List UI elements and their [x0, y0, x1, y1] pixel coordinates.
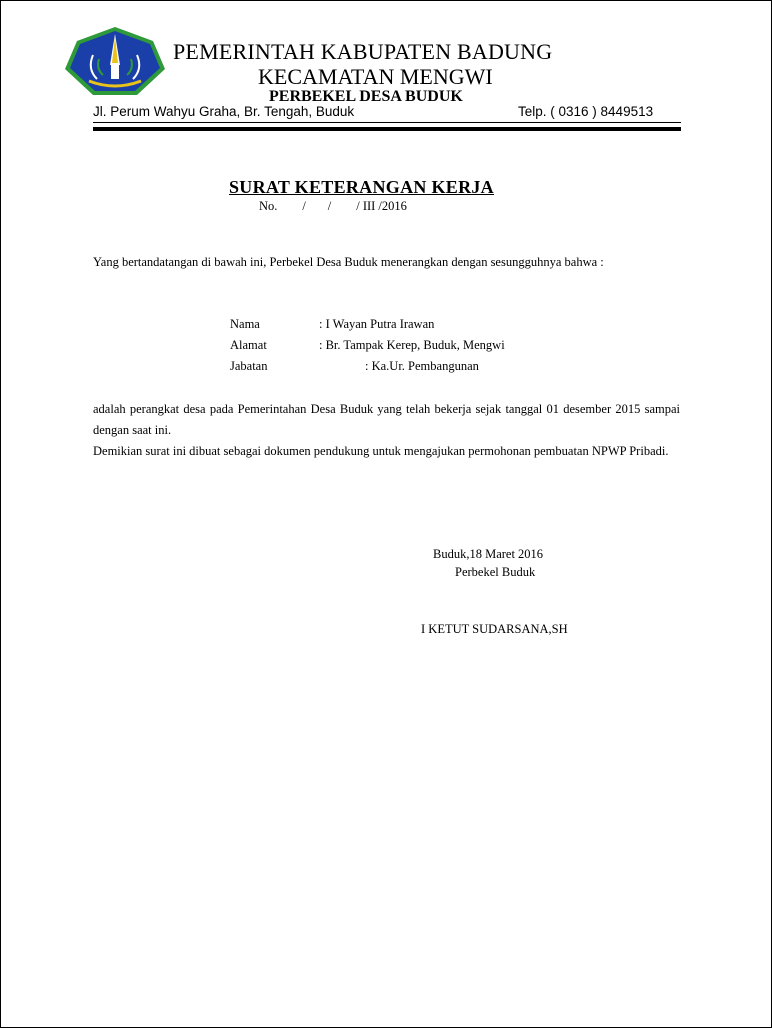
field-label-jabatan: Jabatan: [230, 359, 268, 373]
field-value-alamat: : Br. Tampak Kerep, Buduk, Mengwi: [319, 338, 505, 352]
letterhead-village-office: PERBEKEL DESA BUDUK: [269, 88, 463, 105]
letterhead-divider-thin: [93, 122, 681, 123]
body-paragraph-employment: adalah perangkat desa pada Pemerintahan Desa Buduk yang telah bekerja sejak tanggal 01 desember 2015 sampai dengan saat ini.: [93, 402, 680, 437]
field-label-alamat: Alamat: [230, 338, 267, 352]
letterhead-district: KECAMATAN MENGWI: [258, 64, 493, 89]
signature-name: I KETUT SUDARSANA,SH: [421, 622, 568, 636]
letter-title: SURAT KETERANGAN KERJA: [229, 177, 494, 197]
signature-place-date: Buduk,18 Maret 2016: [433, 547, 544, 561]
field-value-jabatan: : Ka.Ur. Pembangunan: [365, 359, 479, 373]
letterhead-address: Jl. Perum Wahyu Graha, Br. Tengah, Buduk: [93, 104, 355, 119]
badung-regency-emblem-icon: [63, 25, 167, 97]
field-label-nama: Nama: [230, 317, 260, 331]
letter-number: No. / / / III /2016: [259, 199, 407, 213]
letterhead-divider-thick: [93, 127, 681, 131]
intro-paragraph: Yang bertandatangan di bawah ini, Perbekel Desa Buduk menerangkan dengan sesungguhnya bahwa :: [93, 255, 604, 269]
field-value-nama: : I Wayan Putra Irawan: [319, 317, 435, 331]
body-paragraph-purpose: Demikian surat ini dibuat sebagai dokumen pendukung untuk mengajukan permohonan pembuatan NPWP Pribadi.: [93, 444, 669, 458]
letterhead-government: PEMERINTAH KABUPATEN BADUNG: [173, 39, 553, 64]
signature-position: Perbekel Buduk: [455, 565, 536, 579]
letterhead-phone: Telp. ( 0316 ) 8449513: [518, 104, 654, 119]
